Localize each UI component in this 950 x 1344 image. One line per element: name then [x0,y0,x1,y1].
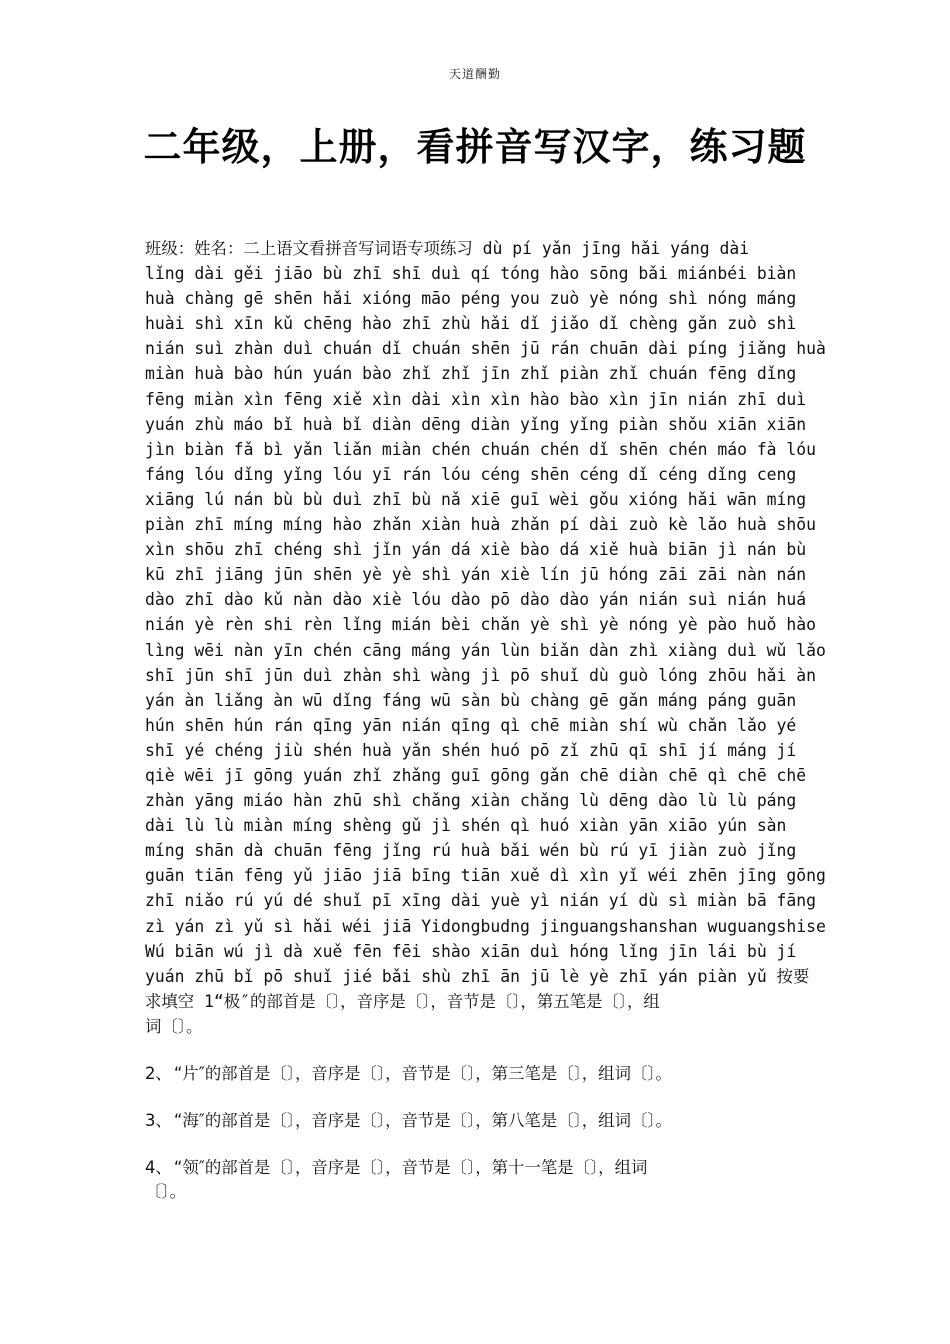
body-line: xìn shōu zhī chéng shì jǐn yán dá xiè bào dá xiě huà biān jì nán bù [145,540,807,560]
body-line: 求填空 1“极″的部首是〔〕，音序是〔〕，音节是〔〕，第五笔是〔〕，组 [145,991,660,1011]
body-line: guān tiān fēng yǔ jiāo jiā bīng tiān xuě dì xìn yǐ wéi zhēn jīng gōng [145,866,826,886]
body-line: Wú biān wú jì dà xuě fēn fēi shào xiān duì hóng lǐng jīn lái bù jí [145,941,797,961]
question-4 [145,1156,825,1204]
header-motto: 天道酬勤 [448,67,501,81]
body-line: xiāng lú nán bù bù duì zhī bù nǎ xiē guī wèi gǒu xióng hǎi wān míng [145,489,807,509]
question-number: 3、 [145,1111,172,1130]
question-text: “片″的部首是〔〕，音序是〔〕，音节是〔〕，第三笔是〔〕，组词〔〕。 [173,1064,672,1083]
body-line: yuán zhù máo bǐ huà bǐ diàn dēng diàn yǐng yǐng piàn shǒu xiān xiān [145,414,807,434]
page-title: 二年级，上册，看拼音写汉字，练习题 [143,125,807,169]
question-text-continued: 〔〕。 [145,1182,186,1201]
body-line: nián yè rèn shi rèn lǐng mián bèi chǎn yè shì yè nóng yè pào huǒ hào [145,615,817,635]
body-line: kū zhī jiāng jūn shēn yè yè shì yán xiè lín jū hóng zāi zāi nàn nán [145,565,807,585]
body-line: lìng wēi nàn yīn chén cāng máng yán lùn biǎn dàn zhì xiàng duì wǔ lǎo [145,640,826,660]
body-line: miàn huà bào hún yuán bào zhǐ zhǐ jīn zhǐ piàn zhǐ chuán fēng dǐng [145,364,797,384]
question-text: “领″的部首是〔〕，音序是〔〕，音节是〔〕，第十一笔是〔〕，组词 [173,1158,648,1177]
body-line: shī jūn shī jūn duì zhàn shì wàng jì pō shuǐ dù guò lóng zhōu hǎi àn [145,665,817,685]
body-line: míng shān dà chuān fēng jǐng rú huà bǎi wén bù rú yī jiàn zuò jǐng [145,841,797,861]
question-2 [145,1062,825,1086]
body-line: 班级：姓名：二上语文看拼音写词语专项练习 dù pí yǎn jīng hǎi yáng dài [145,239,750,258]
body-line: zì yán zì yǔ sì hǎi wéi jiā Yidongbudng jinguangshanshan wuguangshise [145,916,826,936]
body-line: dài lù lù miàn míng shèng gǔ jì shén qì huó xiàn yān xiāo yún sàn [145,816,787,836]
body-line: shī yé chéng jiù shén huà yǎn shén huó pō zǐ zhū qī shī jí máng jí [145,740,797,760]
body-line: lǐng dài gěi jiāo bù zhī shī duì qí tóng hào sōng bǎi miánbéi biàn [145,264,797,284]
body-line: jìn biàn fǎ bì yǎn liǎn miàn chén chuán chén dǐ shēn chén máo fà lóu [145,439,817,459]
question-number: 4、 [145,1158,172,1177]
body-line: yán àn liǎng àn wū dǐng fáng wū sàn bù chàng gē gǎn máng páng guān [145,690,797,710]
body-line: hún shēn hún rán qīng yān nián qīng qì chē miàn shí wù chǎn lǎo yé [145,715,797,735]
question-text: “海″的部首是〔〕，音序是〔〕，音节是〔〕，第八笔是〔〕，组词〔〕。 [173,1111,672,1130]
body-line: piàn zhī míng míng hào zhǎn xiàn huà zhǎn pí dài zuò kè lǎo huà shōu [145,515,817,535]
pinyin-exercise-body [145,236,826,1039]
body-line: zhàn yāng miáo hàn zhū shì chǎng xiàn chǎng lù dēng dào lù lù páng [145,791,797,811]
body-line: huài shì xīn kǔ chēng hào zhī zhù hǎi dǐ jiǎo dǐ chèng gǎn zuò shì [145,314,797,334]
question-3 [145,1109,825,1133]
body-line: qiè wēi jī gōng yuán zhǐ zhǎng guī gōng gǎn chē diàn chē qì chē chē [145,765,807,785]
body-line: 词〔〕。 [145,1016,203,1036]
body-line: nián suì zhàn duì chuán dǐ chuán shēn jū rán chuān dài píng jiǎng huà [145,339,826,359]
body-line: dào zhī dào kǔ nàn dào xiè lóu dào pō dào dào yán nián suì nián huá [145,590,807,610]
body-line: fáng lóu dǐng yǐng lóu yī rán lóu céng shēn céng dǐ céng dǐng ceng [145,464,797,484]
body-line: fēng miàn xìn fēng xiě xìn dài xìn xìn hào bào xìn jīn nián zhī duì [145,389,807,409]
question-number: 2、 [145,1064,172,1083]
body-line: huà chàng gē shēn hǎi xióng māo péng you zuò yè nóng shì nóng máng [145,289,797,309]
body-line: yuán zhū bǐ pō shuǐ jié bǎi shù zhī ān jū lè yè zhī yán piàn yǔ 按要 [145,966,810,986]
body-line: zhī niǎo rú yú dé shuǐ pī xīng dài yuè yì nián yí dù sì miàn bā fāng [145,891,817,911]
